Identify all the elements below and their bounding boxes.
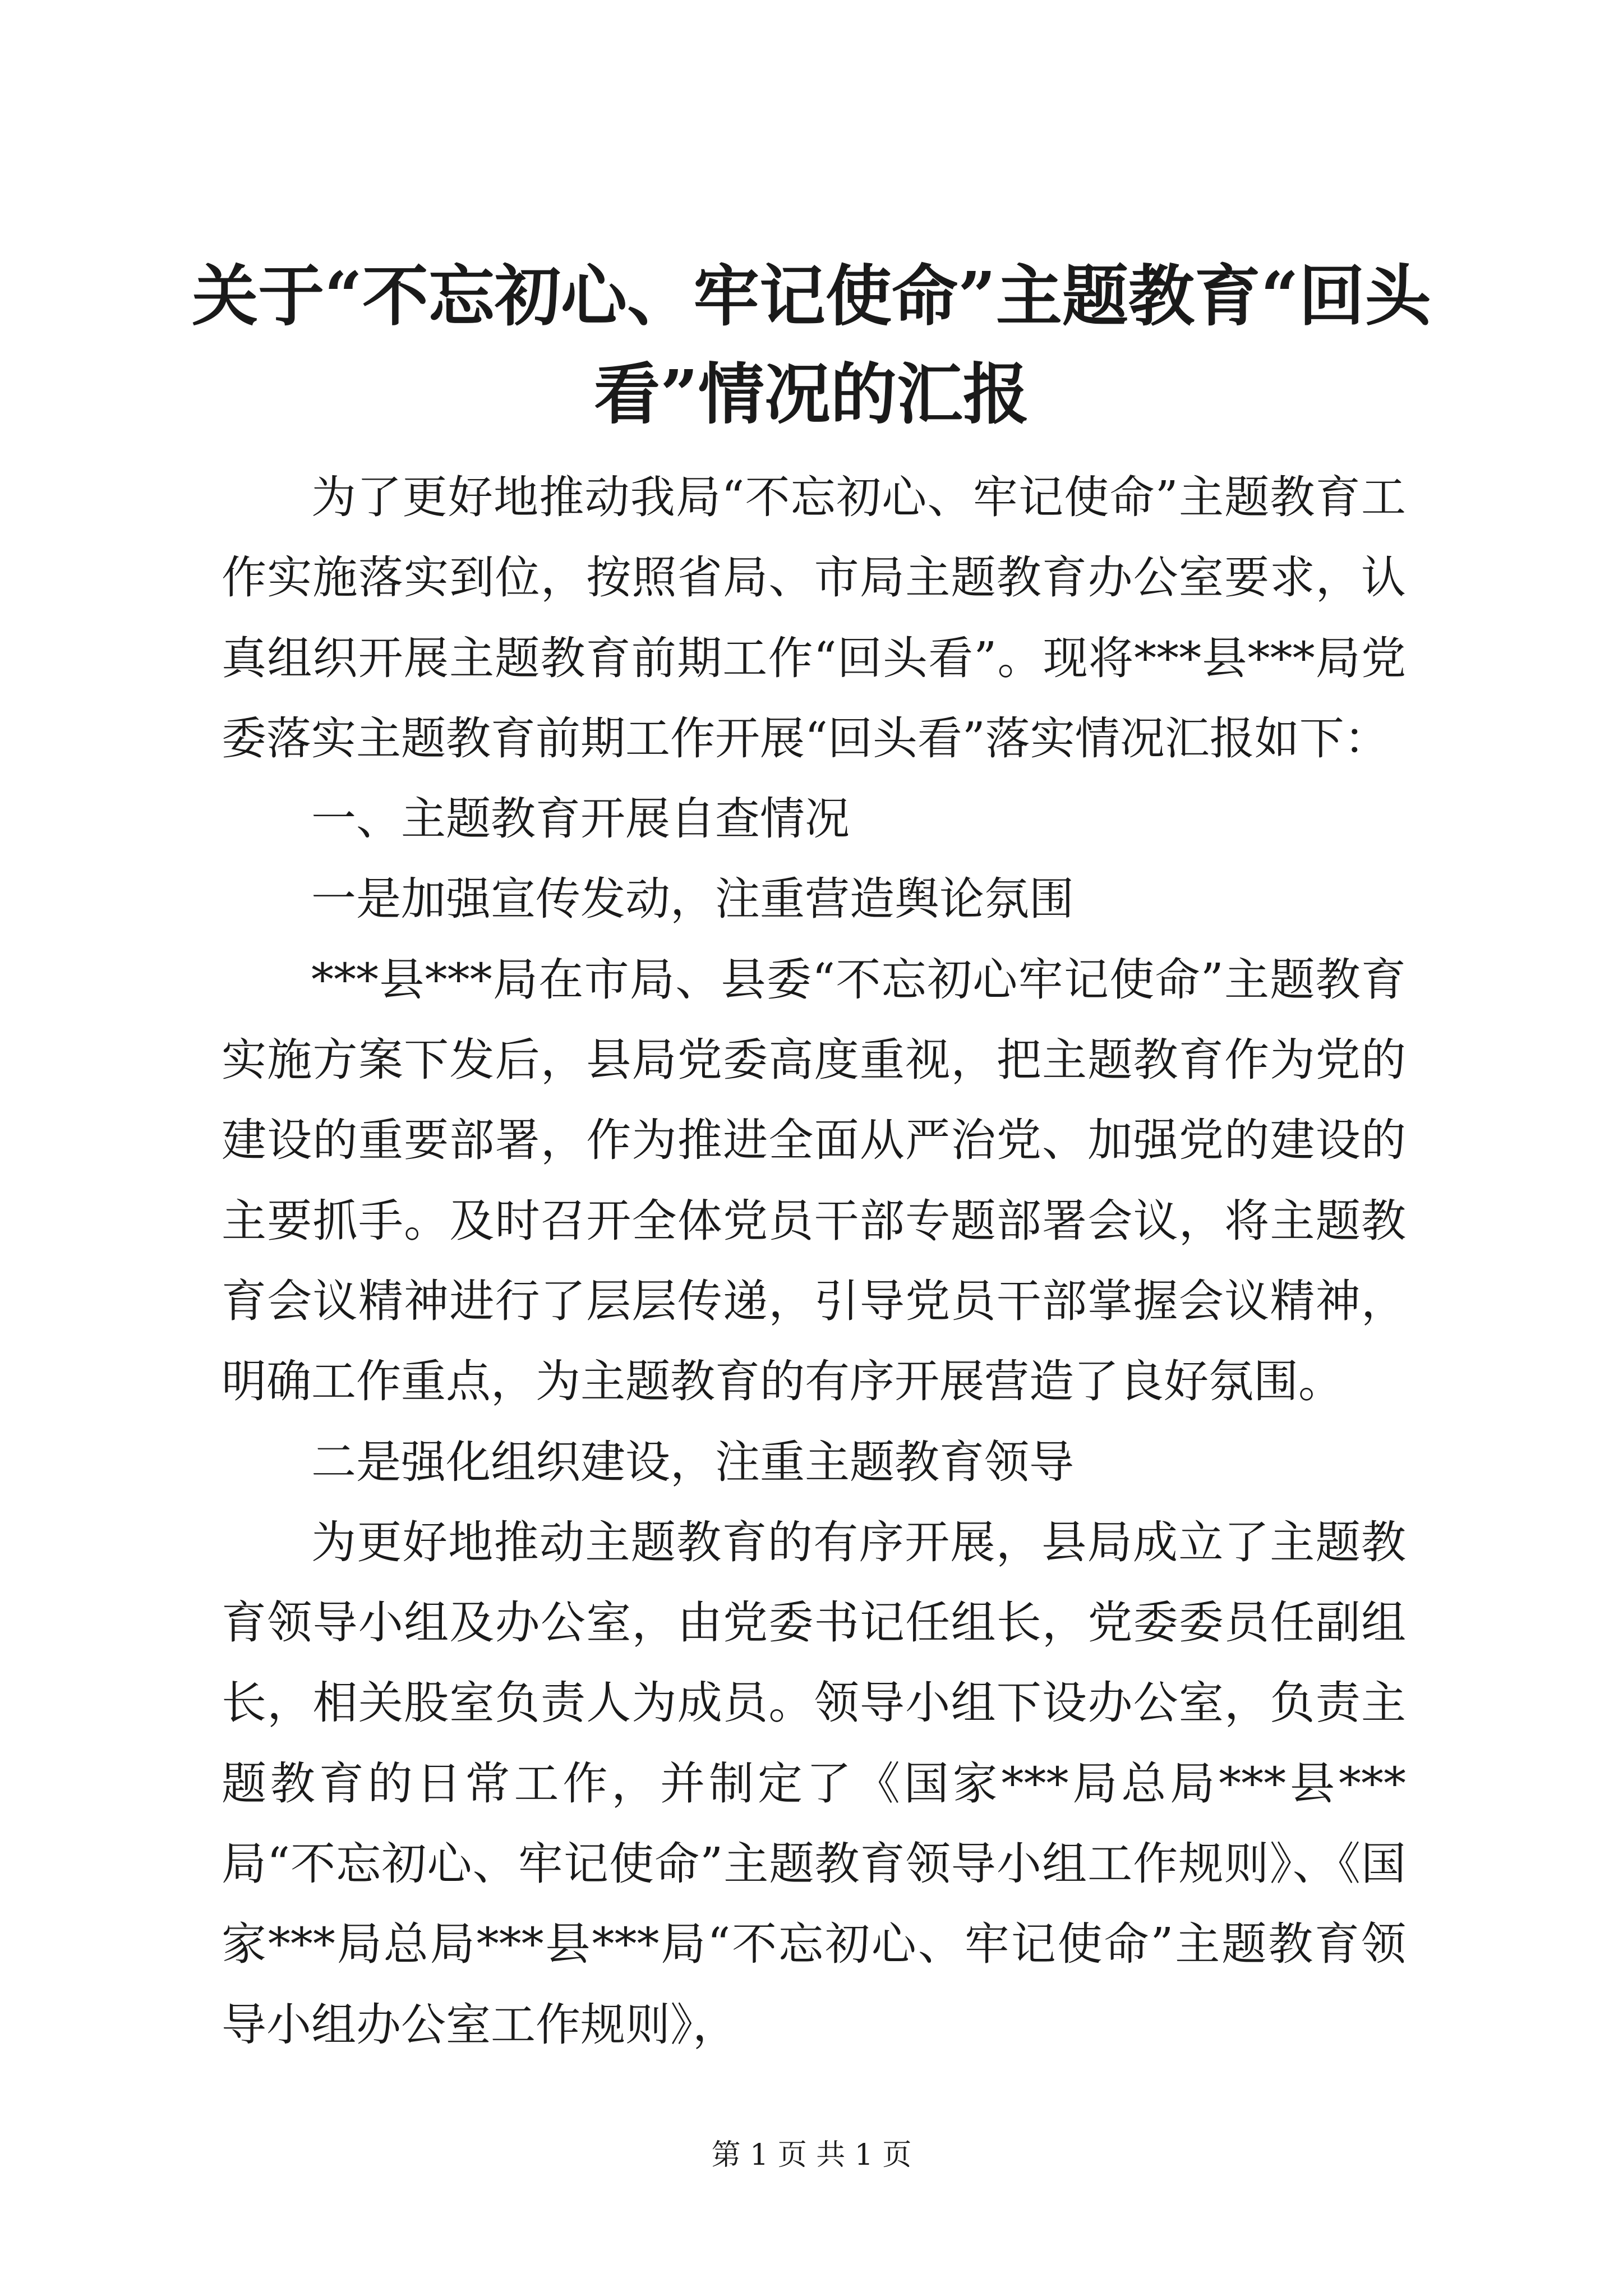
- section-heading-1: 一、主题教育开展自查情况: [311, 793, 850, 845]
- document-title: 关于“不忘初心、牢记使命”主题教育“回头看”情况的汇报: [192, 257, 1431, 433]
- subheading-1: 一是加强宣传发动，注重营造舆论氛围: [311, 873, 1074, 926]
- paragraph-intro: 为了更好地推动我局“不忘初心、牢记使命”主题教育工作实施落实到位，按照省局、市局主题教育办公室要求，认真组织开展主题教育前期工作“回头看”。现将***县***局党委落实主题教育前期工作开展“回头看”落实情况汇报如下：: [222, 471, 1406, 765]
- document-body: [222, 457, 1406, 2065]
- paragraph-publicity: ***县***局在市局、县委“不忘初心牢记使命”主题教育实施方案下发后，县局党委高度重视，把主题教育作为党的建设的重要部署，作为推进全面从严治党、加强党的建设的主要抓手。及时召开全体党员干部专题部署会议，将主题教育会议精神进行了层层传递，引导党员干部掌握会议精神，明确工作重点，为主题教育的有序开展营造了良好氛围。: [222, 953, 1406, 1408]
- paragraph-organization: 为更好地推动主题教育的有序开展，县局成立了主题教育领导小组及办公室，由党委书记任组长，党委委员任副组长，相关股室负责人为成员。领导小组下设办公室，负责主题教育的日常工作，并制定了《国家***局总局***县***局“不忘初心、牢记使命”主题教育领导小组工作规则》、《国家***局总局***县***局“不忘初心、牢记使命”主题教育领导小组办公室工作规则》，: [222, 1516, 1406, 2051]
- subheading-2: 二是强化组织建设，注重主题教育领导: [311, 1435, 1074, 1488]
- page-footer: 第 1 页 共 1 页: [711, 2138, 912, 2172]
